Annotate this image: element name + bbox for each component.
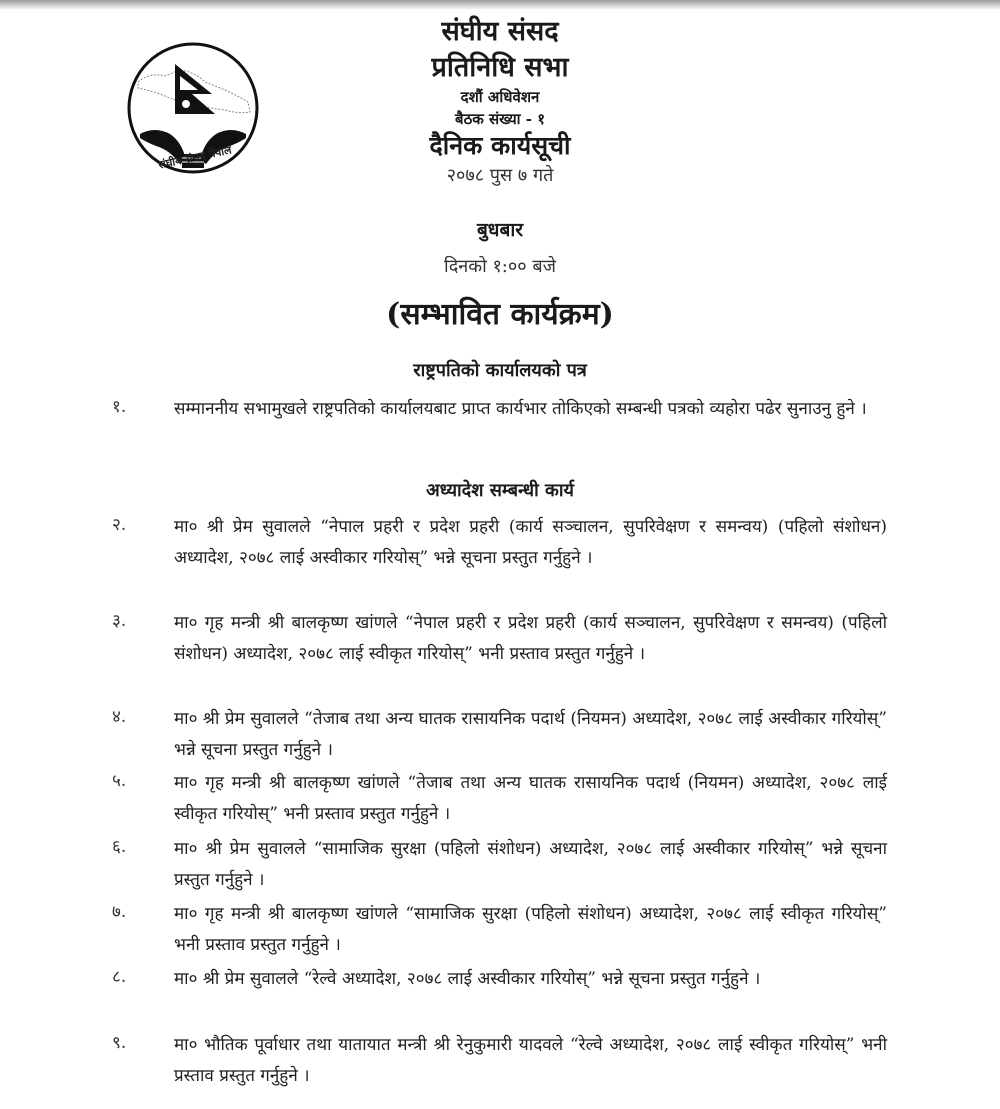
parliament-name: संघीय संसद [441,16,559,47]
item-text: मा० गृह मन्त्री श्री बालकृष्ण खांणले “नेपाल प्रहरी र प्रदेश प्रहरी (कार्य सञ्चालन, सुपरिवेक्षण र समन्वय) (पहिलो संशोधन) अध्यादेश, २०७८ लाई स्वीकृत गरियोस्” भनी प्रस्ताव प्रस्तुत गर्नुहुने । [174,613,887,664]
item-number: ५. [112,771,127,791]
house-name: प्रतिनिधि सभा [431,52,569,83]
agenda-item [112,394,887,425]
document-header [300,14,700,190]
item-number: ६. [112,837,127,857]
item-number: ७. [112,902,127,922]
logo-caption: संघीय संसद नेपाल [157,143,233,172]
item-number: ८. [112,967,127,987]
agenda-item [112,704,887,766]
meeting-number: बैठक संख्या - १ [455,110,545,128]
agenda-item [112,608,887,670]
item-text: मा० श्री प्रेम सुवालले “तेजाब तथा अन्य घातक रासायनिक पदार्थ (नियमन) अध्यादेश, २०७८ लाई अस्वीकार गरियोस्” भन्ने सूचना प्रस्तुत गर्नुहुने । [174,709,887,760]
item-number: ९. [112,1033,127,1053]
item-text: मा० भौतिक पूर्वाधार तथा यातायात मन्त्री श्री रेनुकुमारी यादवले “रेल्वे अध्यादेश, २०७८ लाई स्वीकृत गरियोस्” भनी प्रस्ताव प्रस्तुत गर्नुहुने । [174,1035,887,1086]
session-label: दशौं अधिवेशन [460,88,540,106]
item-text: सम्माननीय सभामुखले राष्ट्रपतिको कार्यालयबाट प्राप्त कार्यभार तोकिएको सम्बन्धी पत्रको व्यहोरा पढेर सुनाउनु हुने । [174,399,867,419]
item-number: ४. [112,707,127,727]
agenda-date: २०७८ पुस ७ गते [446,165,554,186]
agenda-item [112,768,887,830]
item-text: मा० गृह मन्त्री श्री बालकृष्ण खांणले “सामाजिक सुरक्षा (पहिलो संशोधन) अध्यादेश, २०७८ लाई स्वीकृत गरियोस्” भनी प्रस्ताव प्रस्तुत गर्नुहुने । [174,904,887,955]
item-text: मा० श्री प्रेम सुवालले “सामाजिक सुरक्षा (पहिलो संशोधन) अध्यादेश, २०७८ लाई अस्वीकार गरियोस्” भन्ने सूचना प्रस्तुत गर्नुहुने । [174,839,887,890]
parliament-logo [120,42,266,192]
agenda-item [112,964,887,995]
item-number: २. [112,515,127,535]
program-title: (सम्भावित कार्यक्रम) [386,297,614,332]
window-top-bar [0,0,1000,10]
agenda-item [112,834,887,896]
agenda-item [112,899,887,961]
item-number: १. [112,397,127,417]
item-text: मा० गृह मन्त्री श्री बालकृष्ण खांणले “तेजाब तथा अन्य घातक रासायनिक पदार्थ (नियमन) अध्यादेश, २०७८ लाई स्वीकृत गरियोस्” भनी प्रस्ताव प्रस्तुत गर्नुहुने । [174,773,887,824]
weekday: बुधबार [476,219,524,241]
item-text: मा० श्री प्रेम सुवालले “रेल्वे अध्यादेश, २०७८ लाई अस्वीकार गरियोस्” भन्ने सूचना प्रस्तुत गर्नुहुने । [174,969,761,989]
section-heading: अध्यादेश सम्बन्धी कार्य [426,480,574,501]
agenda-title: दैनिक कार्यसूची [429,131,571,160]
agenda-item [112,1030,887,1092]
item-text: मा० श्री प्रेम सुवालले “नेपाल प्रहरी र प्रदेश प्रहरी (कार्य सञ्चालन, सुपरिवेक्षण र समन्वय) (पहिलो संशोधन) अध्यादेश, २०७८ लाई अस्वीकार गरियोस्” भन्ने सूचना प्रस्तुत गर्नुहुने । [174,517,887,568]
section-heading: राष्ट्रपतिको कार्यालयको पत्र [413,360,587,381]
agenda-item [112,512,887,574]
item-number: ३. [112,611,127,631]
meeting-time: दिनको १:०० बजे [444,256,556,277]
